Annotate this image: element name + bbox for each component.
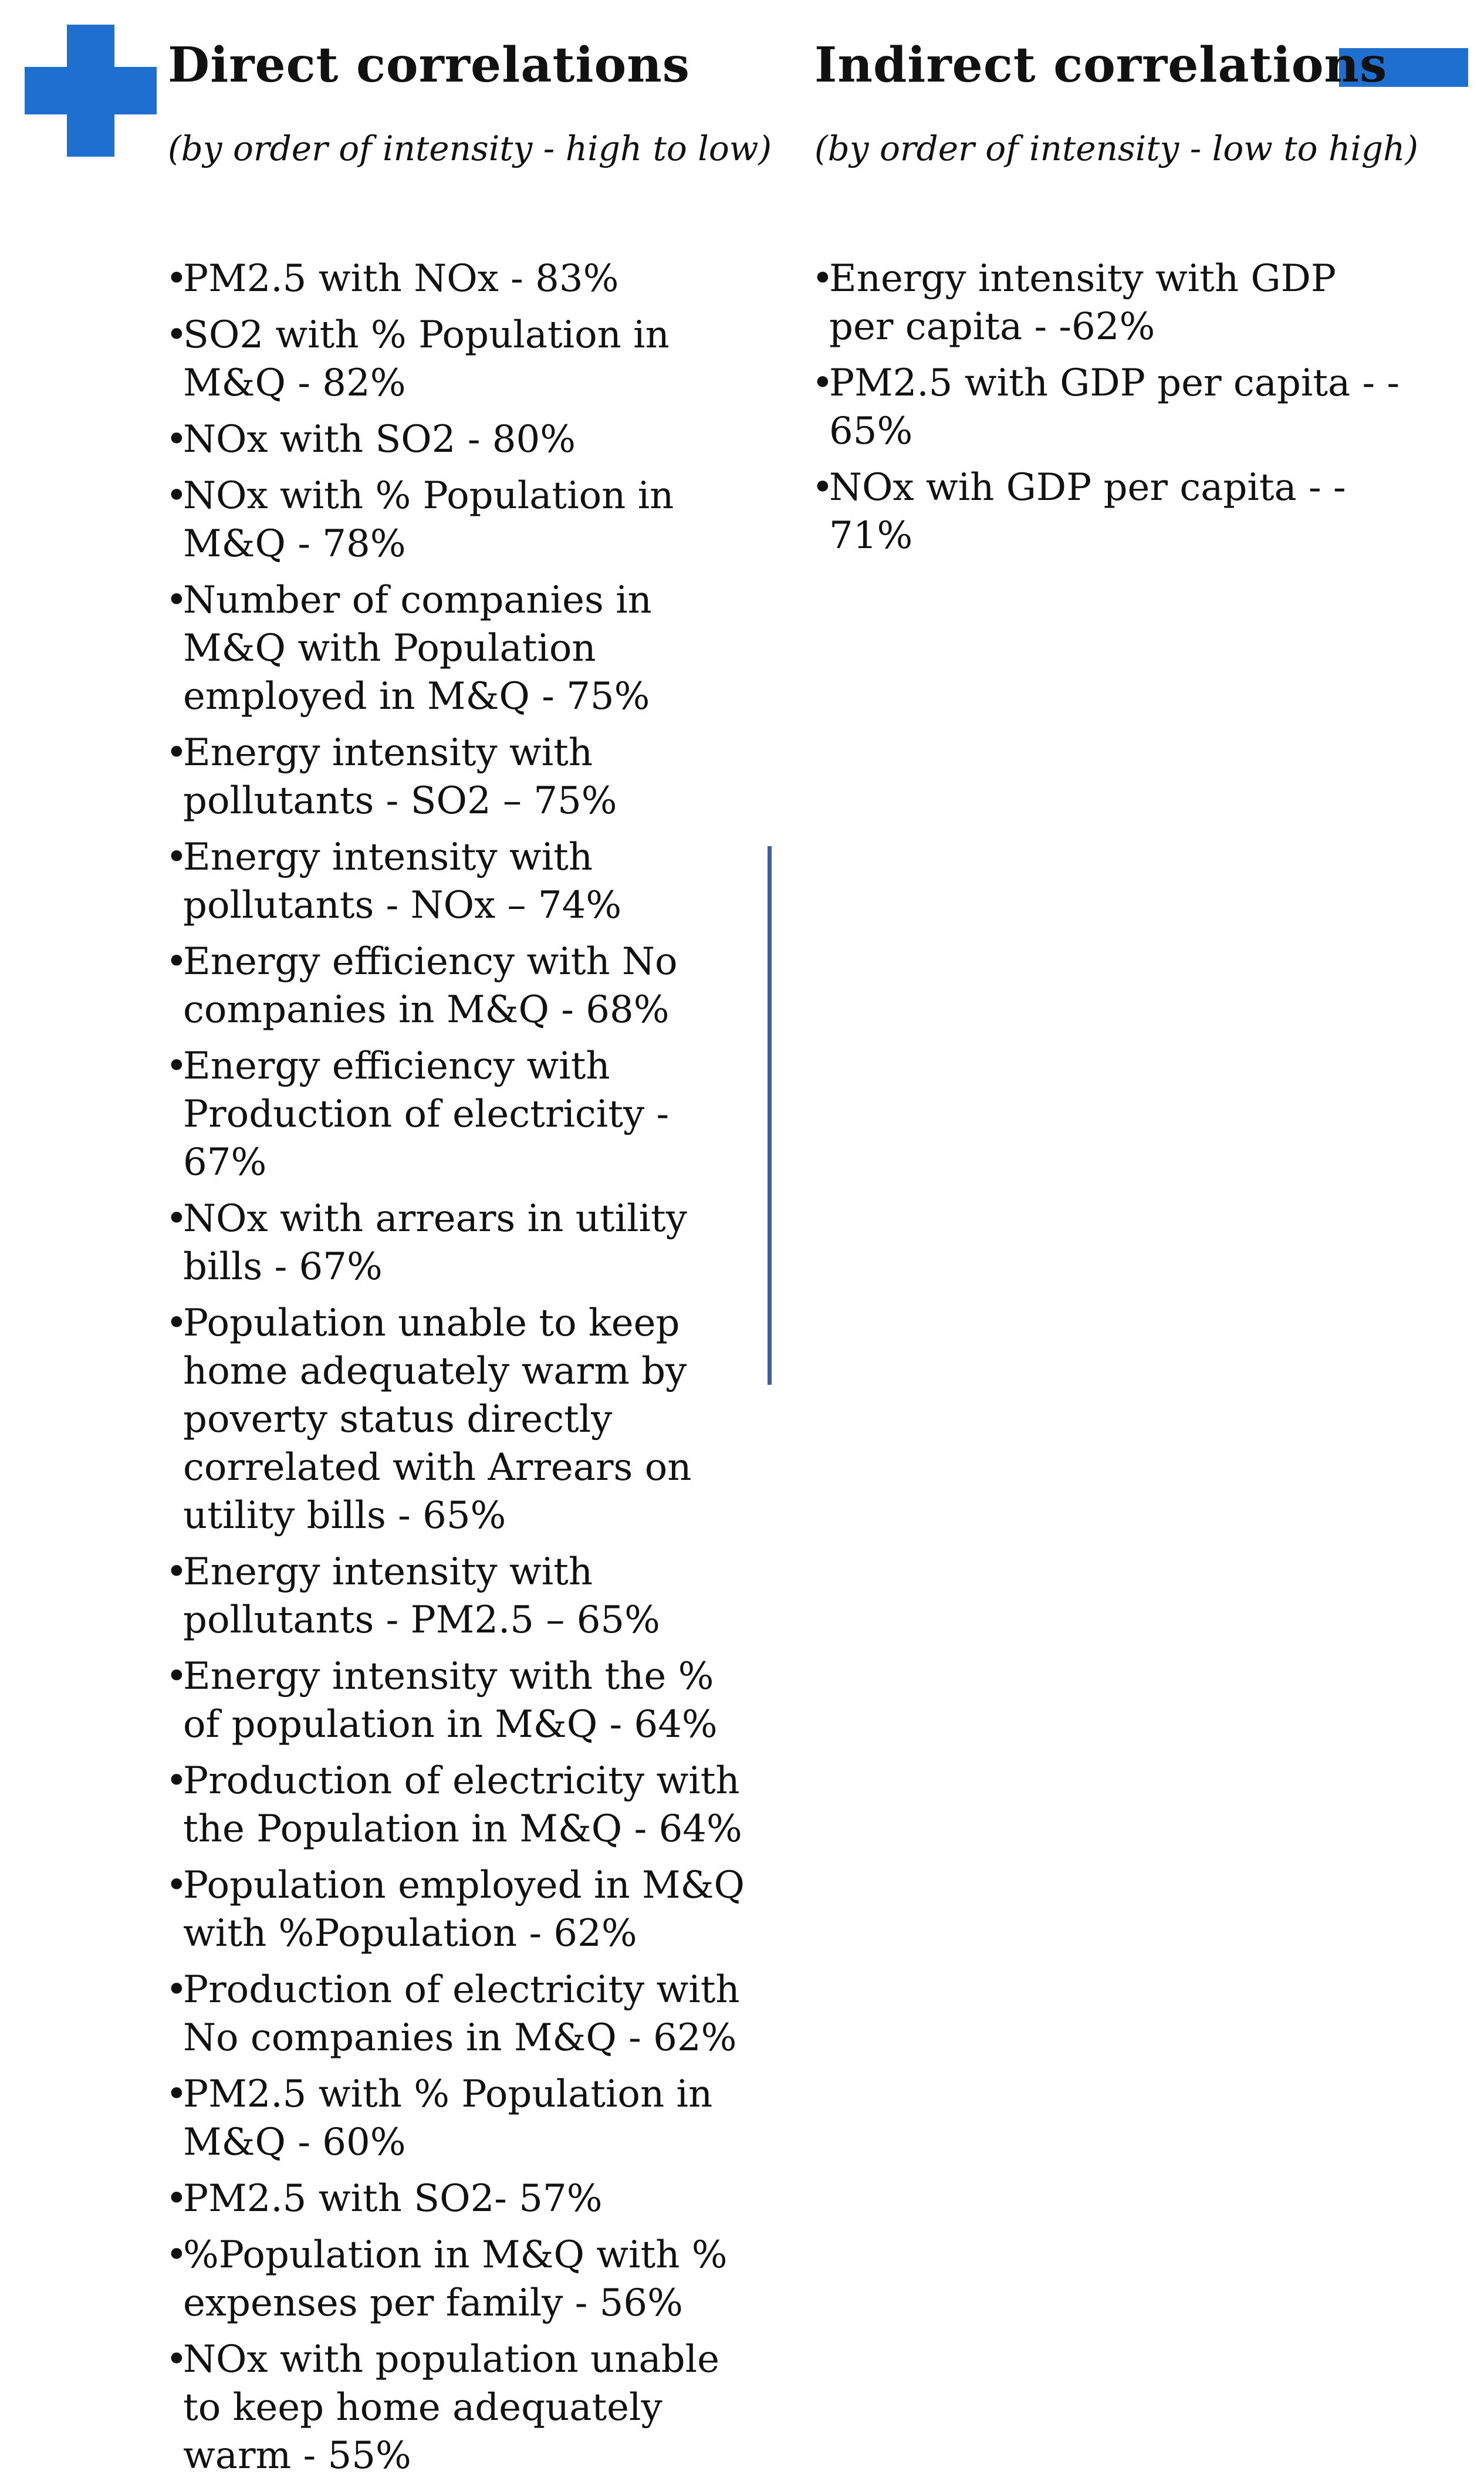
direct-correlation-item	[165, 1299, 758, 1540]
direct-correlation-item	[165, 2070, 758, 2166]
direct-correlations-list	[165, 255, 758, 2488]
direct-correlation-item	[165, 415, 758, 464]
direct-correlation-item	[165, 1966, 758, 2062]
direct-correlation-item	[165, 729, 758, 825]
direct-correlation-item	[165, 1548, 758, 1644]
bullet-icon: •	[165, 2338, 188, 2381]
direct-correlation-text: NOx with population unable to keep home adequately warm - 55%	[183, 2338, 719, 2477]
indirect-correlations-header	[814, 37, 1419, 168]
direct-correlation-item	[165, 2335, 758, 2480]
direct-correlation-text: Production of electricity with the Population in M&Q - 64%	[183, 1759, 742, 1851]
bullet-icon: •	[165, 1550, 188, 1594]
bullet-icon: •	[165, 731, 188, 775]
indirect-correlation-text: PM2.5 with GDP per capita - - 65%	[829, 361, 1400, 453]
direct-correlation-text: SO2 with % Population in M&Q - 82%	[183, 313, 670, 405]
bullet-icon: •	[812, 257, 834, 300]
direct-correlations-subtitle: (by order of intensity - high to low)	[168, 129, 772, 168]
direct-correlation-text: PM2.5 with SO2- 57%	[183, 2177, 603, 2220]
bullet-icon: •	[165, 1968, 188, 2012]
direct-correlation-item	[165, 1652, 758, 1749]
bullet-icon: •	[165, 313, 188, 357]
direct-correlation-text: Production of electricity with No companies in M&Q - 62%	[183, 1968, 740, 2060]
bullet-icon: •	[165, 2073, 188, 2116]
direct-correlation-text: %Population in M&Q with % expenses per family - 56%	[183, 2233, 728, 2325]
direct-correlation-text: Energy intensity with pollutants - SO2 – 75%	[183, 731, 617, 823]
indirect-correlations-subtitle: (by order of intensity - low to high)	[814, 129, 1419, 168]
direct-correlation-text: PM2.5 with % Population in M&Q - 60%	[183, 2073, 713, 2164]
bullet-icon: •	[165, 1302, 188, 1345]
direct-correlation-item	[165, 2175, 758, 2223]
direct-correlation-item	[165, 1861, 758, 1958]
plus-icon-vertical-bar	[67, 25, 114, 157]
column-divider	[768, 846, 772, 1385]
bullet-icon: •	[165, 1759, 188, 1803]
direct-correlation-text: Energy intensity with pollutants - PM2.5 – 65%	[183, 1550, 660, 1642]
indirect-correlations-list	[812, 255, 1410, 568]
direct-correlation-text: Number of companies in M&Q with Population employed in M&Q - 75%	[183, 579, 652, 718]
bullet-icon: •	[165, 257, 188, 300]
bullet-icon: •	[165, 2233, 188, 2277]
direct-correlation-item	[165, 2231, 758, 2327]
bullet-icon: •	[165, 474, 188, 518]
direct-correlation-text: Energy efficiency with No companies in M&Q - 68%	[183, 940, 678, 1032]
indirect-correlation-item	[812, 464, 1410, 560]
direct-correlation-item	[165, 1195, 758, 1291]
direct-correlation-text: NOx with % Population in M&Q - 78%	[183, 474, 674, 566]
indirect-correlation-item	[812, 359, 1410, 455]
direct-correlation-item	[165, 311, 758, 407]
bullet-icon: •	[165, 2177, 188, 2220]
direct-correlation-text: PM2.5 with NOx - 83%	[183, 257, 619, 300]
bullet-icon: •	[165, 1044, 188, 1088]
direct-correlation-text: NOx with SO2 - 80%	[183, 418, 576, 461]
direct-correlation-item	[165, 255, 758, 303]
direct-correlation-text: Energy intensity with the % of population in M&Q - 64%	[183, 1655, 718, 1746]
direct-correlation-item	[165, 472, 758, 568]
bullet-icon: •	[165, 836, 188, 879]
bullet-icon: •	[165, 1655, 188, 1698]
direct-correlation-item	[165, 938, 758, 1034]
bullet-icon: •	[165, 1197, 188, 1240]
direct-correlations-title: Direct correlations	[168, 37, 690, 93]
direct-correlations-header	[168, 37, 772, 168]
bullet-icon: •	[812, 466, 834, 509]
direct-correlation-text: Population unable to keep home adequately warm by poverty status directly correlated with Arrears on utility bills - 65%	[183, 1302, 692, 1537]
direct-correlation-item	[165, 576, 758, 721]
indirect-correlation-item	[812, 255, 1410, 351]
direct-correlation-text: Energy efficiency with Production of electricity - 67%	[183, 1044, 670, 1184]
bullet-icon: •	[165, 418, 188, 461]
direct-correlation-item	[165, 833, 758, 929]
plus-icon	[25, 25, 157, 157]
direct-correlation-item	[165, 1757, 758, 1853]
indirect-correlation-text: NOx wih GDP per capita - - 71%	[829, 466, 1346, 557]
indirect-correlations-title: Indirect correlations	[814, 37, 1388, 93]
bullet-icon: •	[165, 940, 188, 983]
bullet-icon: •	[812, 361, 834, 405]
direct-correlation-item	[165, 1042, 758, 1186]
bullet-icon: •	[165, 1864, 188, 1907]
direct-correlation-text: Population employed in M&Q with %Population - 62%	[183, 1864, 745, 1955]
direct-correlation-text: Energy intensity with pollutants - NOx – 74%	[183, 836, 622, 927]
direct-correlation-text: NOx with arrears in utility bills - 67%	[183, 1197, 687, 1289]
bullet-icon: •	[165, 579, 188, 622]
indirect-correlation-text: Energy intensity with GDP per capita - -62%	[829, 257, 1336, 349]
